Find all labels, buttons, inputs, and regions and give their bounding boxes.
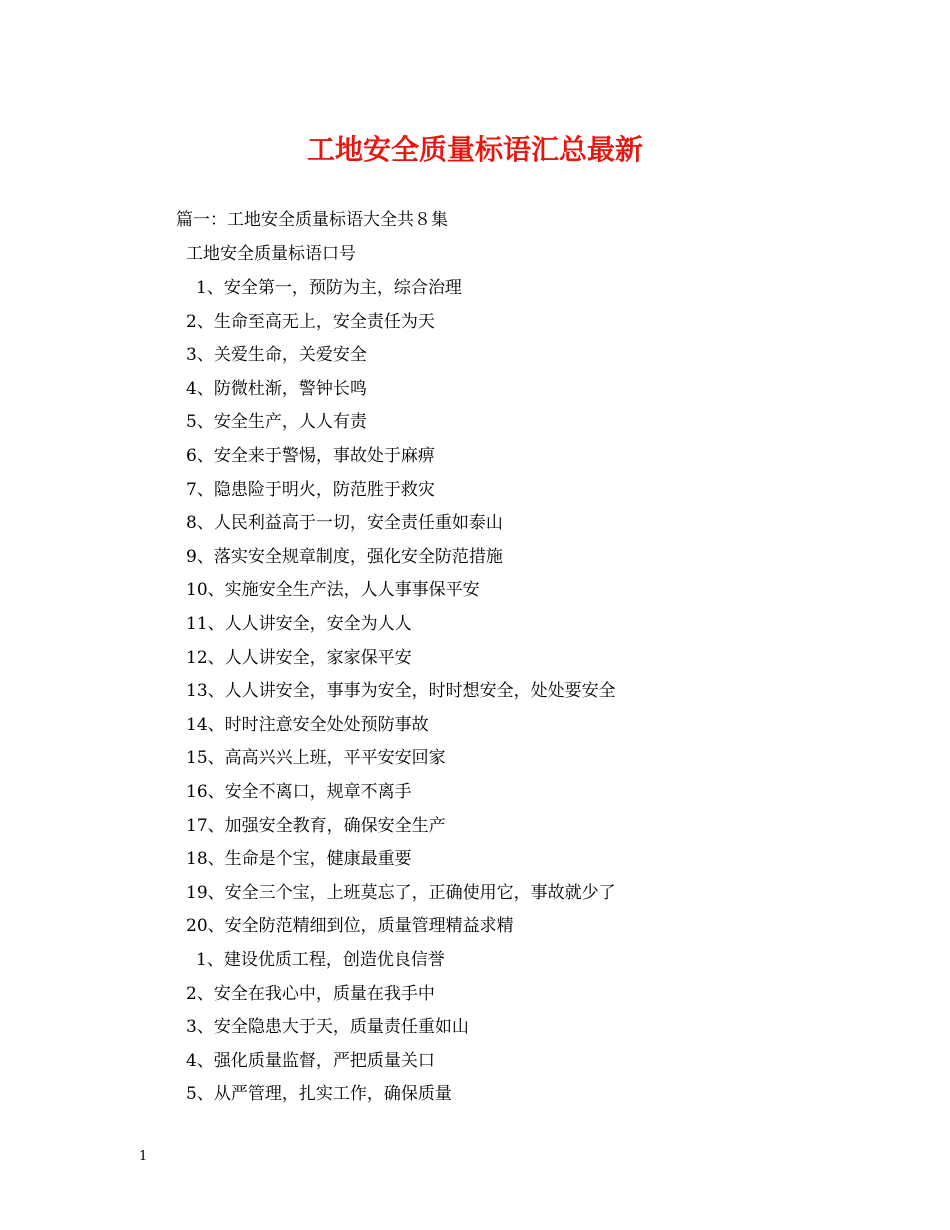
list-item: 15、高高兴兴上班，平平安安回家 xyxy=(186,748,446,768)
list-item: 10、实施安全生产法，人人事事保平安 xyxy=(186,580,480,600)
list-item: 7、隐患险于明火，防范胜于救灾 xyxy=(186,480,435,500)
list-item: 20、安全防范精细到位，质量管理精益求精 xyxy=(186,916,514,936)
list-item: 13、人人讲安全，事事为安全，时时想安全，处处要安全 xyxy=(186,681,616,701)
page-number: 1 xyxy=(139,1149,148,1164)
list-item: 6、安全来于警惕，事故处于麻痹 xyxy=(186,446,435,466)
list-item: 14、时时注意安全处处预防事故 xyxy=(186,715,429,735)
list-item: 3、关爱生命，关爱安全 xyxy=(186,345,367,365)
list-item: 2、安全在我心中，质量在我手中 xyxy=(186,984,435,1004)
list-item: 9、落实安全规章制度，强化安全防范措施 xyxy=(186,547,503,567)
subheading: 工地安全质量标语口号 xyxy=(186,244,356,264)
list-item: 4、防微杜渐，警钟长鸣 xyxy=(186,379,367,399)
list-item: 17、加强安全教育，确保安全生产 xyxy=(186,816,446,836)
section-heading: 篇一：工地安全质量标语大全共８集 xyxy=(176,210,448,230)
list-item: 11、人人讲安全，安全为人人 xyxy=(186,614,412,634)
list-item: 8、人民利益高于一切，安全责任重如泰山 xyxy=(186,513,503,533)
list-item: 12、人人讲安全，家家保平安 xyxy=(186,648,412,668)
list-item: 4、强化质量监督，严把质量关口 xyxy=(186,1051,435,1071)
list-item: 18、生命是个宝，健康最重要 xyxy=(186,849,412,869)
list-item: 3、安全隐患大于天，质量责任重如山 xyxy=(186,1017,469,1037)
list-item: 1、安全第一，预防为主，综合治理 xyxy=(196,278,462,298)
list-item: 16、安全不离口，规章不离手 xyxy=(186,782,412,802)
list-item: 5、从严管理，扎实工作，确保质量 xyxy=(186,1084,452,1104)
list-item: 1、建设优质工程，创造优良信誉 xyxy=(196,950,445,970)
page-title: 工地安全质量标语汇总最新 xyxy=(306,133,643,166)
list-item: 5、安全生产，人人有责 xyxy=(186,412,367,432)
list-item: 19、安全三个宝，上班莫忘了，正确使用它，事故就少了 xyxy=(186,883,616,903)
list-item: 2、生命至高无上，安全责任为天 xyxy=(186,312,435,332)
